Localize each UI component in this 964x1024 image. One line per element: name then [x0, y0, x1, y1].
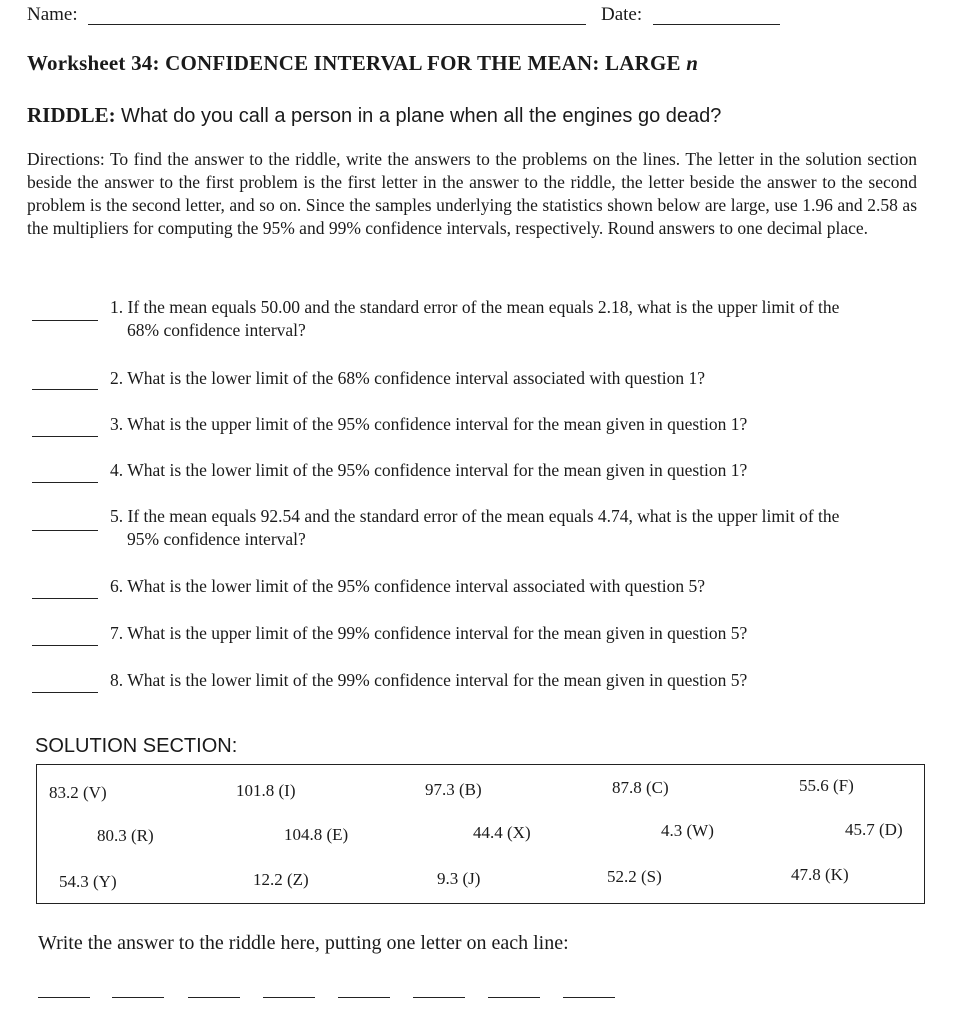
question-7: [110, 622, 925, 645]
worksheet-title: Worksheet 34: CONFIDENCE INTERVAL FOR THE MEAN: LARGE n: [27, 51, 699, 75]
name-field[interactable]: [88, 24, 586, 25]
question-text-continued: 95% confidence interval?: [127, 529, 306, 549]
question-number: 8.: [110, 670, 124, 690]
answer-letter-line[interactable]: [563, 997, 615, 998]
solution-entry: 104.8 (E): [284, 825, 349, 844]
solution-entry: 47.8 (K): [791, 865, 849, 884]
solution-entry: 80.3 (R): [97, 826, 154, 845]
question-text: What is the lower limit of the 95% confidence interval associated with question 5?: [127, 576, 706, 596]
answer-blank-6[interactable]: [32, 598, 98, 599]
answer-prompt: Write the answer to the riddle here, putting one letter on each line:: [38, 932, 569, 954]
question-6: [110, 575, 925, 598]
question-number: 3.: [110, 414, 124, 434]
solution-entry: 54.3 (Y): [59, 872, 117, 891]
solution-entry: 52.2 (S): [607, 867, 662, 886]
answer-letter-line[interactable]: [112, 997, 164, 998]
answer-blank-7[interactable]: [32, 645, 98, 646]
question-text: If the mean equals 92.54 and the standard error of the mean equals 4.74, what is the upper limit of the: [127, 506, 840, 526]
question-2: [110, 367, 925, 390]
question-number: 2.: [110, 368, 124, 388]
solution-entry: 12.2 (Z): [253, 870, 309, 889]
answer-blank-1[interactable]: [32, 320, 98, 321]
answer-blank-8[interactable]: [32, 692, 98, 693]
question-text: What is the lower limit of the 68% confidence interval associated with question 1?: [127, 368, 706, 388]
solution-entry: 44.4 (X): [473, 823, 531, 842]
answer-blank-3[interactable]: [32, 436, 98, 437]
answer-letter-line[interactable]: [263, 997, 315, 998]
solution-entry: 87.8 (C): [612, 778, 669, 797]
question-number: 4.: [110, 460, 124, 480]
name-label: Name:: [27, 4, 78, 25]
solution-entry: 101.8 (I): [236, 781, 296, 800]
question-number: 5.: [110, 506, 124, 526]
answer-blank-4[interactable]: [32, 482, 98, 483]
solution-heading: SOLUTION SECTION:: [35, 735, 238, 757]
question-number: 7.: [110, 623, 124, 643]
answer-letter-line[interactable]: [413, 997, 465, 998]
question-text-continued: 68% confidence interval?: [127, 320, 306, 340]
solution-box: [36, 764, 925, 904]
question-text: What is the upper limit of the 95% confidence interval for the mean given in question 1?: [127, 414, 748, 434]
solution-entry: 97.3 (B): [425, 780, 482, 799]
question-number: 1.: [110, 297, 124, 317]
riddle: [27, 103, 721, 128]
question-1: [110, 296, 925, 342]
question-number: 6.: [110, 576, 124, 596]
solution-entry: 83.2 (V): [49, 783, 107, 802]
date-field[interactable]: [653, 24, 780, 25]
answer-blank-5[interactable]: [32, 530, 98, 531]
question-text: What is the lower limit of the 99% confidence interval for the mean given in question 5?: [127, 670, 748, 690]
solution-entry: 9.3 (J): [437, 869, 481, 888]
answer-letter-line[interactable]: [338, 997, 390, 998]
question-text: What is the lower limit of the 95% confidence interval for the mean given in question 1?: [127, 460, 748, 480]
question-text: What is the upper limit of the 99% confidence interval for the mean given in question 5?: [127, 623, 748, 643]
question-5: [110, 505, 925, 551]
question-4: [110, 459, 925, 482]
solution-entry: 45.7 (D): [845, 820, 903, 839]
riddle-label: RIDDLE:: [27, 103, 116, 127]
answer-letter-line[interactable]: [488, 997, 540, 998]
date-label: Date:: [601, 4, 643, 25]
answer-blank-2[interactable]: [32, 389, 98, 390]
directions: Directions: To find the answer to the riddle, write the answers to the problems on the lines. The letter in the solution section beside the answer to the first problem is the first letter in the answer to the riddle, the letter beside the answer to the second problem is the second letter, and so on. Since the samples underlying the statistics shown below are large, use 1.96 and 2.58 as the multipliers for computing the 95% and 99% confidence intervals, respectively. Round answers to one decimal place.: [27, 149, 917, 238]
question-text: If the mean equals 50.00 and the standard error of the mean equals 2.18, what is the upper limit of the: [127, 297, 840, 317]
riddle-question: What do you call a person in a plane when all the engines go dead?: [120, 105, 722, 127]
solution-entry: 55.6 (F): [799, 776, 854, 795]
answer-letter-line[interactable]: [38, 997, 90, 998]
question-3: [110, 413, 925, 436]
question-8: [110, 669, 925, 692]
answer-letter-line[interactable]: [188, 997, 240, 998]
solution-entry: 4.3 (W): [661, 821, 714, 840]
